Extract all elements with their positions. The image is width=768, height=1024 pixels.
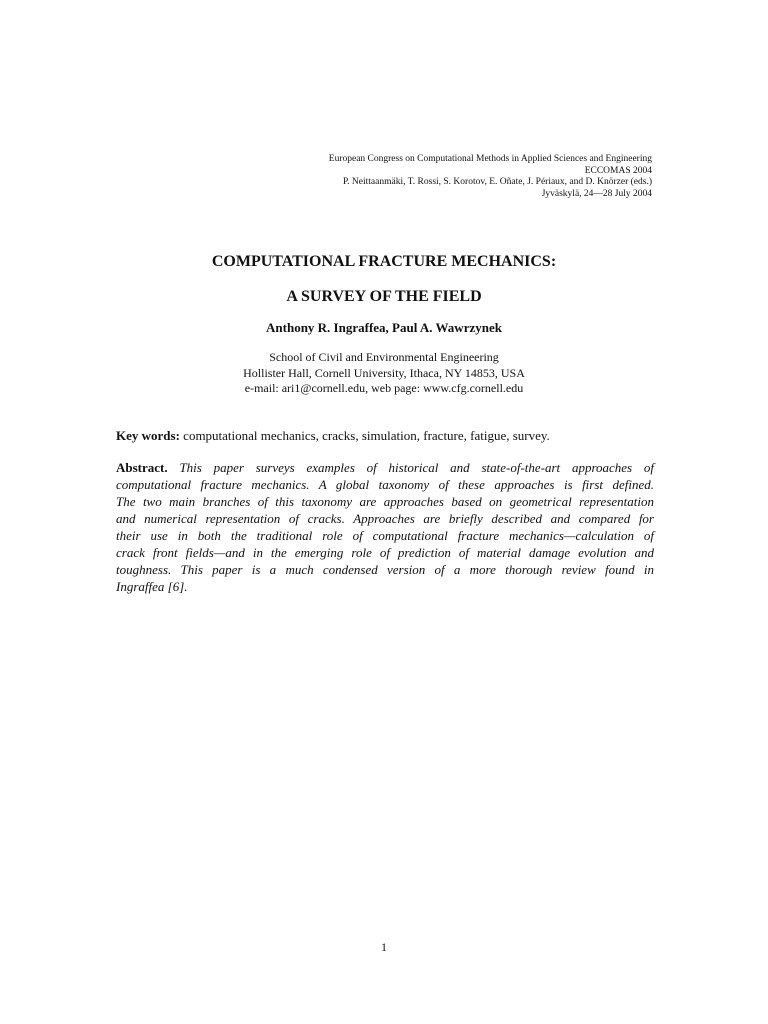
abstract-line — [116, 459, 654, 476]
abstract-line: Ingraffea [6]. — [116, 579, 188, 594]
keywords-label: Key words: — [116, 428, 180, 443]
abstract-line: crack front fields—and in the emerging role of prediction of material damage evolution and — [116, 545, 654, 560]
conference-acronym: ECCOMAS 2004 — [584, 165, 652, 176]
paper-title-line-1: COMPUTATIONAL FRACTURE MECHANICS: — [211, 253, 557, 270]
conference-header — [232, 154, 652, 200]
affiliation-school: School of Civil and Environmental Engineering — [269, 350, 499, 364]
conference-name: European Congress on Computational Methods in Applied Sciences and Engineering — [328, 154, 652, 164]
paper-authors: Anthony R. Ingraffea, Paul A. Wawrzynek — [266, 320, 502, 335]
affiliation-contact: e-mail: ari1@cornell.edu, web page: www.cfg.cornell.edu — [244, 381, 524, 395]
keywords-text: computational mechanics, cracks, simulation, fracture, fatigue, survey. — [183, 428, 550, 443]
abstract-line: computational fracture mechanics. A global taxonomy of these approaches is first defined. — [116, 477, 654, 492]
affiliation-address: Hollister Hall, Cornell University, Ithaca, NY 14853, USA — [243, 365, 525, 380]
paper-title-line-2: A SURVEY OF THE FIELD — [286, 288, 482, 305]
conference-location-date: Jyväskylä, 24—28 July 2004 — [541, 188, 652, 199]
abstract-line: toughness. This paper is a much condensed version of a more thorough review found in — [116, 562, 654, 577]
abstract-label: Abstract. — [116, 460, 168, 475]
abstract-line: The two main branches of this taxonomy are approaches based on geometrical representation — [116, 494, 654, 509]
abstract-line: their use in both the traditional role of computational fracture mechanics—calculation of — [116, 528, 654, 543]
keywords-section — [116, 428, 654, 444]
conference-editors: P. Neittaanmäki, T. Rossi, S. Korotov, E. Oñate, J. Périaux, and D. Knörzer (eds.) — [342, 177, 652, 187]
abstract-line: and numerical representation of cracks. Approaches are briefly described and compared for — [116, 511, 654, 526]
page-number: 1 — [381, 940, 387, 954]
author-affiliation — [0, 350, 768, 397]
abstract-section — [116, 459, 654, 595]
abstract-text: This paper surveys examples of historical and state-of-the-art approaches of — [179, 460, 655, 475]
